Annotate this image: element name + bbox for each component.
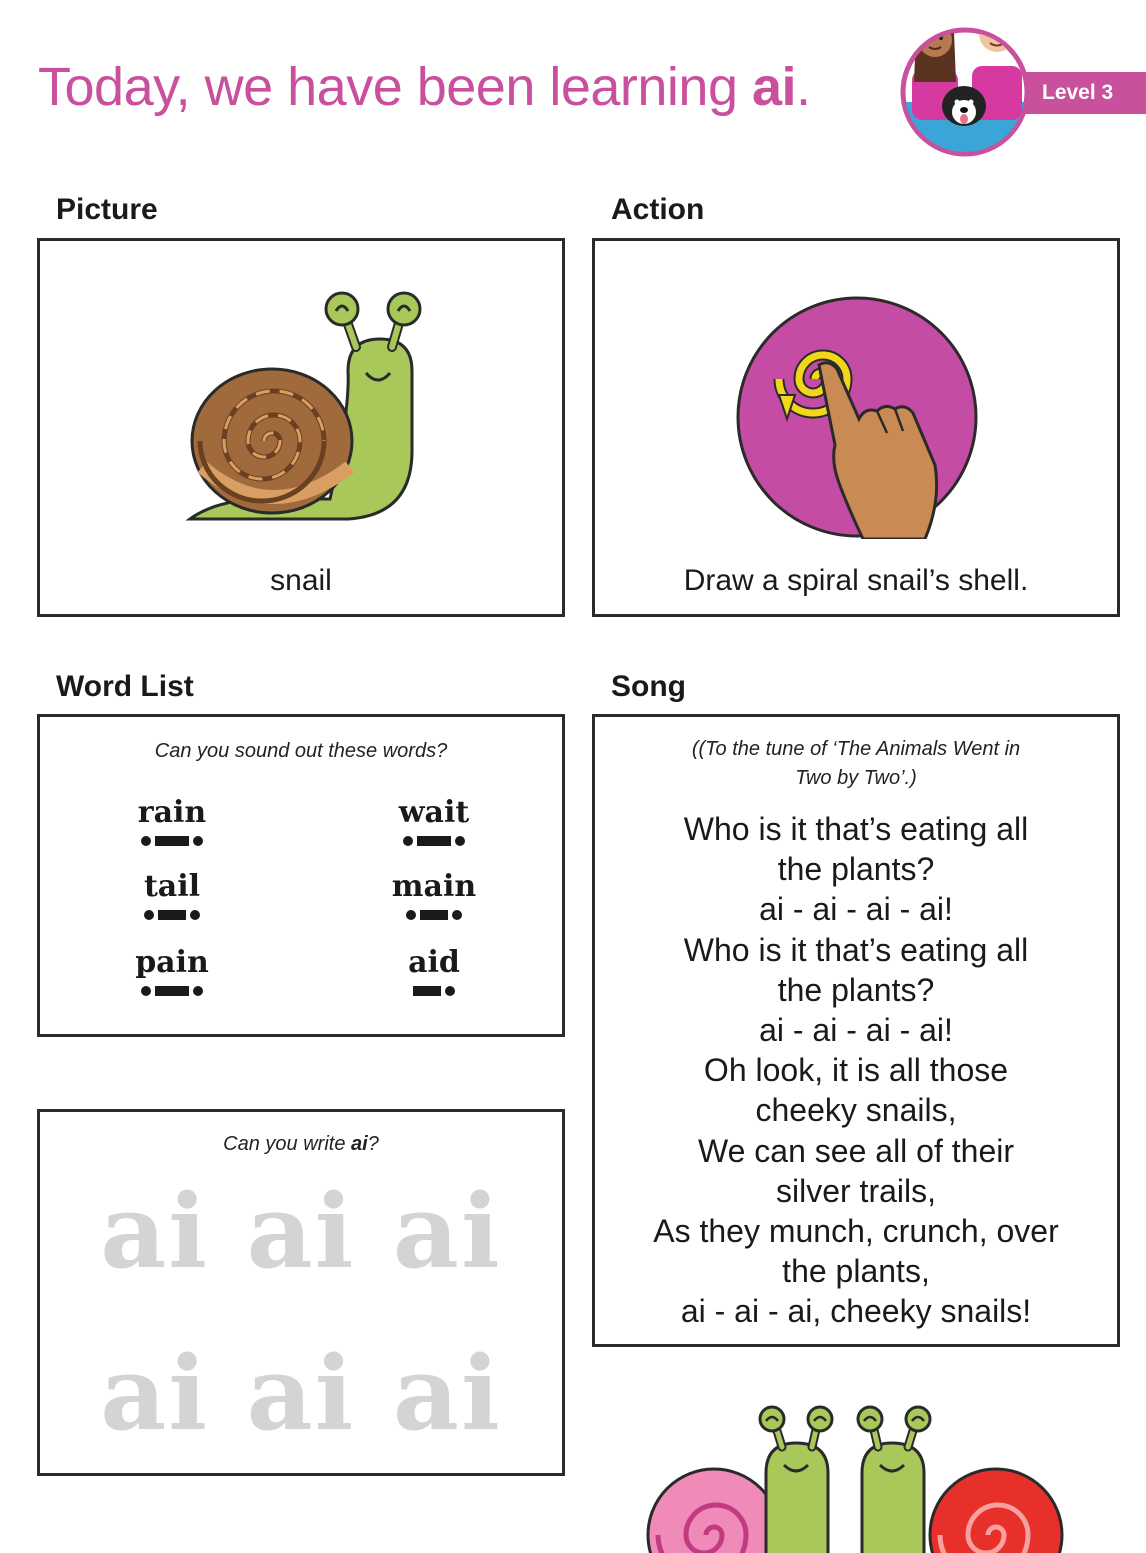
sound-dot: [141, 986, 151, 996]
sound-dot: [406, 910, 416, 920]
word-text: aid: [408, 945, 460, 980]
song-tune-note-line-2: Two by Two’.): [795, 767, 917, 789]
sound-button-marks: [354, 984, 514, 998]
word-item-pain: [92, 945, 252, 998]
word-text: tail: [143, 869, 201, 904]
word-list-prompt: Can you sound out these words?: [154, 740, 448, 762]
sound-dot: [190, 910, 200, 920]
writing-prompt-focus: ai: [351, 1133, 368, 1155]
song-line: ai - ai - ai - ai!: [759, 891, 953, 928]
sound-button-marks: [92, 984, 252, 998]
song-line: Who is it that’s eating all: [683, 931, 1029, 968]
word-list-panel: [37, 714, 565, 1037]
sound-button-marks: [92, 908, 252, 922]
trace-letters-row-1[interactable]: ai ai ai: [100, 1172, 502, 1292]
two-snails-decoration-icon: [646, 1403, 1066, 1553]
writing-practice-panel: [37, 1109, 565, 1476]
trace-letters-row-2[interactable]: ai ai ai: [100, 1334, 502, 1454]
word-item-rain: [92, 795, 252, 848]
sound-dash: [413, 986, 441, 996]
finger-spiral-icon: [735, 295, 979, 539]
title-suffix: .: [796, 57, 811, 117]
sound-dot: [141, 836, 151, 846]
picture-heading: Picture: [56, 193, 158, 226]
sound-dash: [155, 986, 189, 996]
word-text: main: [391, 869, 477, 904]
song-line: cheeky snails,: [755, 1092, 957, 1129]
word-text: rain: [137, 795, 207, 830]
sound-button-marks: [92, 834, 252, 848]
word-text: wait: [398, 795, 470, 830]
sound-dot: [144, 910, 154, 920]
sound-dot: [445, 986, 455, 996]
sound-dash: [417, 836, 451, 846]
song-line: the plants,: [782, 1253, 930, 1290]
song-line: ai - ai - ai, cheeky snails!: [680, 1293, 1032, 1330]
song-line: the plants?: [777, 851, 935, 888]
word-item-tail: [92, 869, 252, 922]
sound-button-marks: [354, 908, 514, 922]
snail-illustration-icon: [180, 291, 440, 531]
song-tune-note: [595, 735, 1117, 793]
word-item-aid: [354, 945, 514, 998]
writing-prompt-prefix: Can you write: [223, 1133, 352, 1155]
picture-caption: snail: [270, 564, 332, 597]
sound-dash: [155, 836, 189, 846]
song-panel: [592, 714, 1120, 1347]
title-prefix: Today, we have been learning: [38, 57, 752, 117]
page-title: [38, 56, 811, 118]
picture-panel: [37, 238, 565, 617]
song-line: silver trails,: [775, 1172, 936, 1209]
sound-dot: [193, 836, 203, 846]
word-list-heading: Word List: [56, 670, 194, 703]
song-line: Oh look, it is all those: [703, 1052, 1009, 1089]
action-panel: [592, 238, 1120, 617]
action-heading: Action: [611, 193, 705, 226]
title-focus-sound: ai: [752, 57, 797, 117]
song-line: ai - ai - ai - ai!: [759, 1012, 953, 1049]
sound-dot: [403, 836, 413, 846]
mascot-characters-icon: [898, 2, 1032, 158]
sound-dot: [455, 836, 465, 846]
song-line: the plants?: [777, 971, 935, 1008]
word-item-wait: [354, 795, 514, 848]
writing-prompt-suffix: ?: [367, 1133, 379, 1155]
song-lyrics: [595, 809, 1117, 1332]
writing-prompt: [40, 1130, 562, 1159]
song-line: As they munch, crunch, over: [653, 1213, 1059, 1250]
sound-dot: [452, 910, 462, 920]
song-line: We can see all of their: [697, 1132, 1014, 1169]
song-line: Who is it that’s eating all: [683, 811, 1029, 847]
action-caption: Draw a spiral snail’s shell.: [683, 564, 1029, 597]
sound-dash: [420, 910, 448, 920]
sound-button-marks: [354, 834, 514, 848]
sound-dot: [193, 986, 203, 996]
word-item-main: [354, 869, 514, 922]
sound-dash: [158, 910, 186, 920]
song-heading: Song: [611, 670, 686, 703]
level-badge: Level 3: [1022, 72, 1146, 114]
song-tune-note-line-1: ((To the tune of ‘The Animals Went in: [691, 738, 1021, 760]
word-text: pain: [135, 945, 209, 980]
